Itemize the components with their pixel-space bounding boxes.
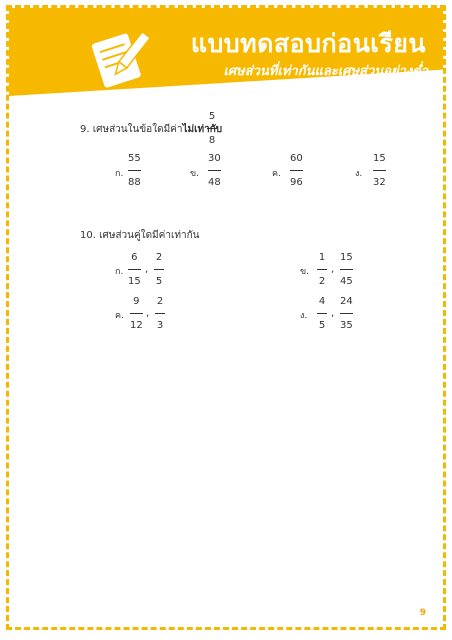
fraction-bar xyxy=(128,269,141,270)
fraction-bar xyxy=(155,313,165,314)
q10-option-b-fraction-2[interactable] xyxy=(340,251,353,288)
fraction-numerator: 9 xyxy=(133,296,140,307)
q9-option-b-label[interactable]: ข. xyxy=(190,169,200,179)
question-9-text xyxy=(80,122,222,137)
q9-option-c-label[interactable]: ค. xyxy=(272,169,281,179)
fraction-numerator: 2 xyxy=(156,296,164,307)
question-9-prefix: 9. เศษส่วนในข้อใดมีค่า xyxy=(80,124,183,135)
fraction-numerator: 24 xyxy=(340,296,353,307)
fraction-separator: , xyxy=(145,264,149,275)
q10-option-a-fraction-2[interactable] xyxy=(154,251,164,288)
page-title: แบบทดสอบก่อนเรียน xyxy=(190,29,426,58)
fraction-denominator: 15 xyxy=(128,276,141,287)
fraction-numerator: 30 xyxy=(208,153,221,164)
fraction-numerator: 60 xyxy=(290,153,303,164)
fraction-denominator: 45 xyxy=(340,276,353,287)
q9-option-a-label[interactable]: ก. xyxy=(115,169,124,179)
fraction-numerator: 55 xyxy=(128,153,141,164)
fraction-separator: , xyxy=(146,308,150,319)
q10-option-d-fraction-1[interactable] xyxy=(317,295,327,332)
fraction-bar xyxy=(373,170,386,171)
fraction-numerator: 6 xyxy=(131,252,138,263)
page-border xyxy=(6,5,446,630)
fraction-denominator: 8 xyxy=(208,135,216,146)
fraction-separator: , xyxy=(331,308,335,319)
fraction-denominator: 88 xyxy=(128,177,141,188)
q10-option-b-label[interactable]: ข. xyxy=(300,267,310,277)
q9-option-a-fraction[interactable] xyxy=(128,152,141,189)
fraction-bar xyxy=(130,313,143,314)
q10-option-c-fraction-1[interactable] xyxy=(130,295,143,332)
fraction-denominator: 5 xyxy=(155,276,163,287)
fraction-bar xyxy=(340,269,353,270)
q10-option-c-label[interactable]: ค. xyxy=(115,311,124,321)
pencil-paper-icon xyxy=(85,26,157,92)
fraction-numerator: 1 xyxy=(318,252,326,263)
fraction-bar xyxy=(317,269,327,270)
fraction-bar xyxy=(317,313,327,314)
q9-option-c-fraction[interactable] xyxy=(290,152,303,189)
question-9-emphasis: ไม่เท่ากับ xyxy=(182,124,223,135)
q10-option-d-fraction-2[interactable] xyxy=(340,295,353,332)
q10-option-c-fraction-2[interactable] xyxy=(155,295,165,332)
question-10-text: 10. เศษส่วนคู่ใดมีค่าเท่ากัน xyxy=(80,230,200,241)
q10-option-d-label[interactable]: ง. xyxy=(300,311,308,321)
fraction-numerator: 15 xyxy=(340,252,353,263)
q9-option-d-label[interactable]: ง. xyxy=(355,169,363,179)
fraction-denominator: 3 xyxy=(156,320,164,331)
fraction-bar xyxy=(128,170,141,171)
q10-option-b-fraction-1[interactable] xyxy=(317,251,327,288)
q9-option-b-fraction[interactable] xyxy=(208,152,221,189)
fraction-denominator: 2 xyxy=(318,276,326,287)
page-subtitle: เศษส่วนที่เท่ากันและเศษส่วนอย่างต่ำ xyxy=(223,64,428,79)
question-9-reference-fraction xyxy=(207,110,217,147)
fraction-denominator: 35 xyxy=(340,320,353,331)
fraction-denominator: 5 xyxy=(318,320,326,331)
fraction-bar xyxy=(208,170,221,171)
fraction-numerator: 15 xyxy=(373,153,386,164)
q9-option-d-fraction[interactable] xyxy=(373,152,386,189)
fraction-numerator: 2 xyxy=(155,252,163,263)
fraction-bar xyxy=(290,170,303,171)
q10-option-a-label[interactable]: ก. xyxy=(115,267,124,277)
fraction-numerator: 4 xyxy=(318,296,326,307)
fraction-bar xyxy=(207,128,217,129)
fraction-denominator: 12 xyxy=(130,320,143,331)
fraction-numerator: 5 xyxy=(208,111,216,122)
fraction-denominator: 48 xyxy=(208,177,221,188)
fraction-denominator: 32 xyxy=(373,177,386,188)
fraction-separator: , xyxy=(331,264,335,275)
fraction-bar xyxy=(154,269,164,270)
fraction-denominator: 96 xyxy=(290,177,303,188)
q10-option-a-fraction-1[interactable] xyxy=(128,251,141,288)
fraction-bar xyxy=(340,313,353,314)
page-number: 9 xyxy=(419,608,426,618)
